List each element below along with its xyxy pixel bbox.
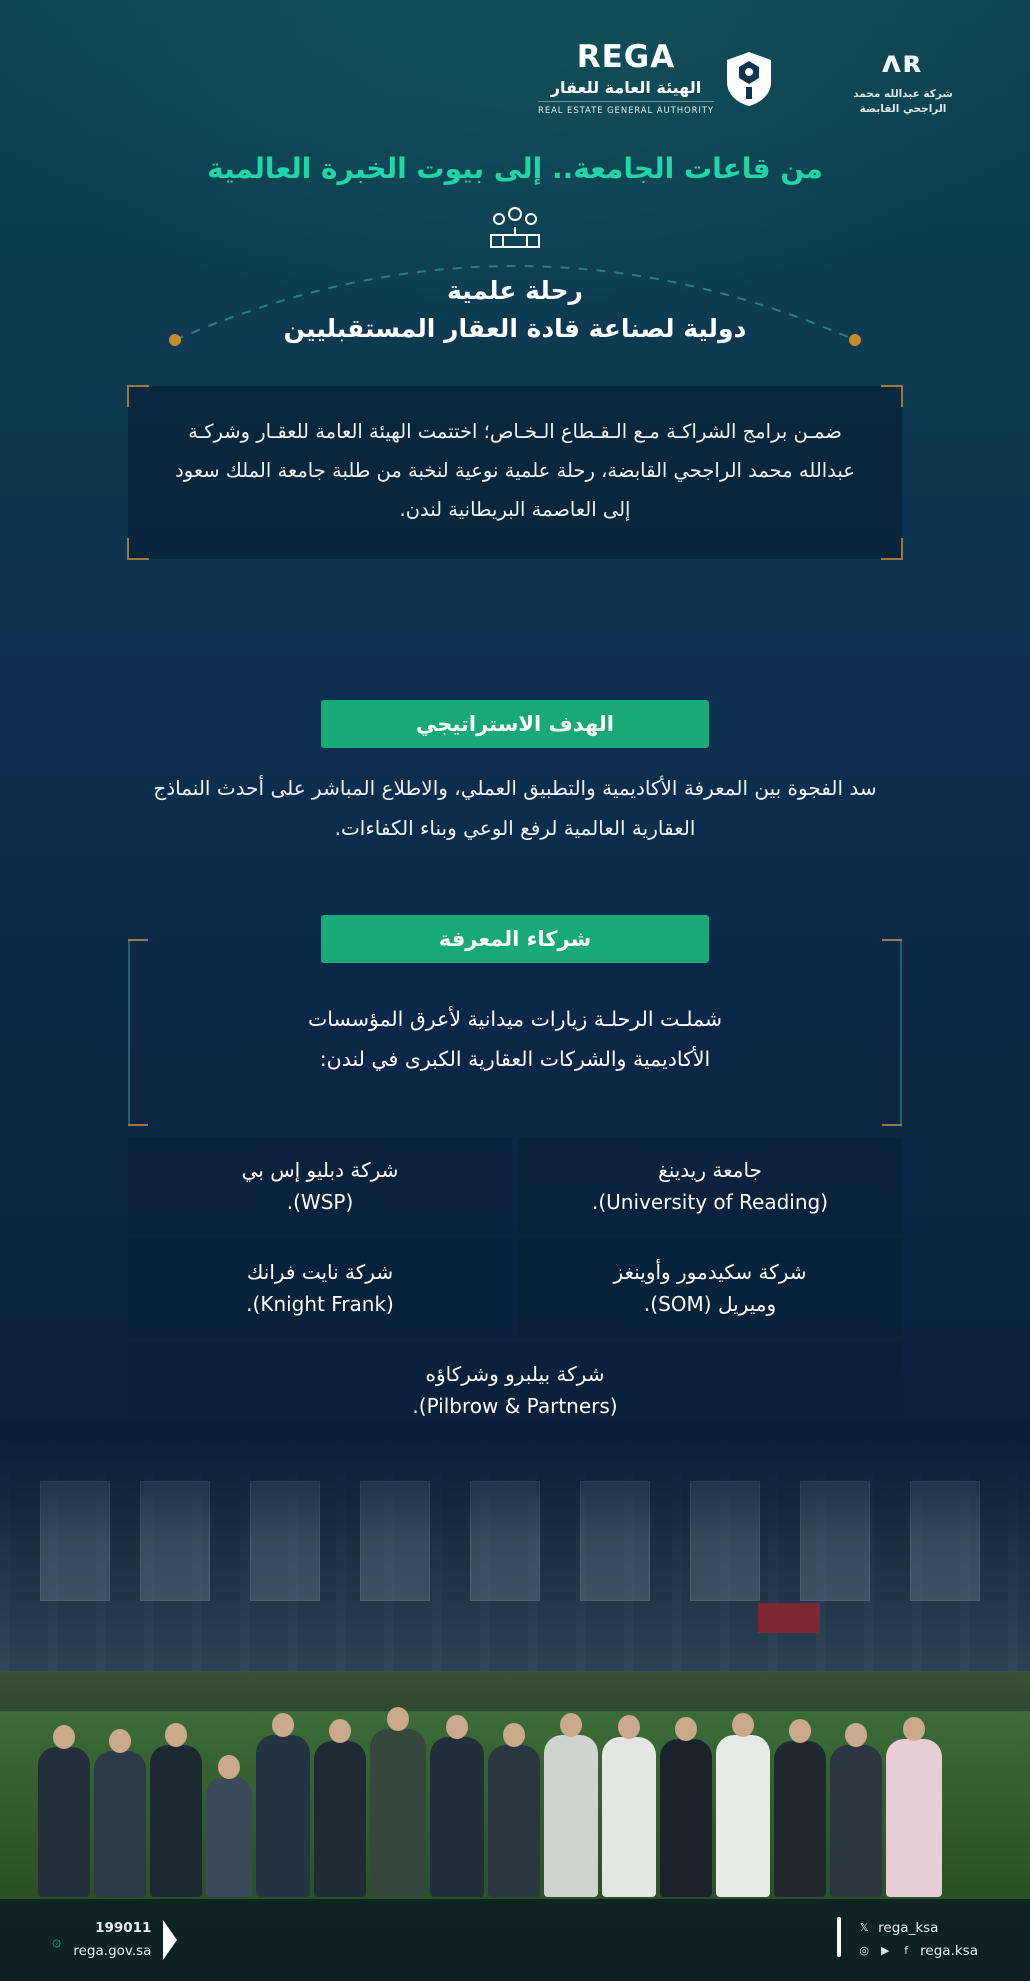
photo-person bbox=[206, 1777, 252, 1897]
partner-name-en: (Knight Frank). bbox=[246, 1292, 394, 1316]
photo-person bbox=[660, 1739, 712, 1897]
partner-name-ar: شركة سكيدمور وأوينغز bbox=[613, 1260, 807, 1284]
partners-corner-top-right bbox=[882, 939, 902, 941]
subtitle-line1: رحلة علمية bbox=[447, 276, 583, 305]
photo-person bbox=[830, 1745, 882, 1897]
rega-logo bbox=[538, 39, 772, 116]
partners-corner-bottom-right bbox=[882, 1124, 902, 1126]
photo-person bbox=[544, 1735, 598, 1897]
partners-intro-text bbox=[140, 1000, 890, 1080]
strategic-goal-text: سد الفجوة بين المعرفة الأكاديمية والتطبيق العملي، والاطلاع المباشر على أحدث النماذج العقارية العالمية لرفع الوعي وبناء الكفاءات. bbox=[153, 776, 877, 840]
corner-bracket-bottom-left bbox=[127, 538, 149, 560]
intro-paragraph-text: ضمـن برامج الشراكـة مـع الـقـطاع الـخـاص؛ اختتمت الهيئة العامة للعقـار وشركـة عبدالله محمد الراجحي القابضة، رحلة علمية نوعية لنخبة من طلبة جامعة الملك سعود إلى العاصمة البريطانية لندن. bbox=[175, 420, 855, 521]
partners-corner-top-left bbox=[128, 939, 148, 941]
youtube-icon: ▶ bbox=[880, 1944, 890, 1958]
al-rajhi-logo-name-line1: شركة عبدالله محمد bbox=[853, 88, 953, 100]
footer-contact bbox=[52, 1917, 177, 1963]
photo-person-head bbox=[272, 1713, 294, 1737]
people-group-icon bbox=[485, 205, 545, 253]
photo-person-head bbox=[165, 1723, 187, 1747]
rega-logo-en-bottom: REAL ESTATE GENERAL AUTHORITY bbox=[538, 106, 714, 116]
partner-name-ar: شركة دبليو إس بي bbox=[241, 1158, 399, 1182]
partner-card bbox=[128, 1138, 512, 1234]
photo-person-head bbox=[789, 1719, 811, 1743]
strategic-goal-heading: الهدف الاستراتيجي bbox=[321, 700, 709, 748]
partner-card bbox=[128, 1240, 512, 1336]
footer-handle-others: rega.ksa bbox=[920, 1943, 978, 1959]
facebook-icon: f bbox=[904, 1944, 909, 1958]
photo-red-sign bbox=[758, 1603, 820, 1633]
knowledge-partners-heading: شركاء المعرفة bbox=[321, 915, 709, 963]
footer-social-row-x[interactable] bbox=[857, 1917, 978, 1940]
footer-phone[interactable]: 199011 bbox=[95, 1920, 152, 1937]
rega-emblem-icon bbox=[726, 51, 772, 107]
partner-name-ar: شركة نايت فرانك bbox=[246, 1260, 394, 1284]
photo-person bbox=[370, 1729, 426, 1897]
corner-bracket-bottom-right bbox=[881, 538, 903, 560]
photo-person bbox=[150, 1745, 202, 1897]
photo-person bbox=[38, 1747, 90, 1897]
photo-person-head bbox=[329, 1719, 351, 1743]
photo-person-head bbox=[53, 1725, 75, 1749]
footer bbox=[0, 1899, 1030, 1981]
photo-person bbox=[430, 1737, 484, 1897]
al-rajhi-logo bbox=[828, 45, 978, 117]
page-title: من قاعات الجامعة.. إلى بيوت الخبرة العالمية bbox=[207, 152, 823, 185]
photo-person-head bbox=[618, 1715, 640, 1739]
photo-person-head bbox=[446, 1715, 468, 1739]
rega-logo-arabic: الهيئة العامة للعقار bbox=[550, 78, 702, 97]
photo-person-head bbox=[560, 1713, 582, 1737]
footer-website[interactable]: rega.gov.sa bbox=[73, 1943, 152, 1959]
footer-social-row-others[interactable] bbox=[857, 1940, 978, 1963]
photo-person bbox=[716, 1735, 770, 1897]
partners-intro-line2: الأكاديمية والشركات العقارية الكبرى في لندن: bbox=[319, 1046, 711, 1071]
photo-top-gradient bbox=[0, 1421, 1030, 1541]
photo-person bbox=[256, 1735, 310, 1897]
corner-bracket-top-left bbox=[127, 385, 149, 407]
partners-intro-line1: شملـت الرحلـة زيارات ميدانية لأعرق المؤسسات bbox=[307, 1007, 723, 1031]
footer-handle-x: rega_ksa bbox=[878, 1920, 939, 1937]
partner-card bbox=[518, 1138, 902, 1234]
photo-person-head bbox=[845, 1723, 867, 1747]
intro-paragraph-box bbox=[128, 386, 902, 559]
photo-person bbox=[314, 1741, 366, 1897]
footer-social bbox=[837, 1917, 978, 1963]
rega-logo-en-top: REGA bbox=[576, 39, 676, 75]
footer-right-triangle-icon bbox=[163, 1920, 177, 1960]
al-rajhi-logo-name-line2: الراجحي القابضة bbox=[859, 103, 947, 116]
partner-card bbox=[518, 1240, 902, 1336]
subtitle bbox=[0, 272, 1030, 347]
partners-corner-bottom-left bbox=[128, 1124, 148, 1126]
partners-grid bbox=[128, 1138, 902, 1438]
photo-person-head bbox=[903, 1717, 925, 1741]
photo-person-head bbox=[218, 1755, 240, 1779]
photo-people-group bbox=[28, 1667, 1002, 1897]
saudi-seal-icon: ۞ bbox=[52, 1930, 62, 1950]
photo-person bbox=[774, 1741, 826, 1897]
partner-name-en: (Pilbrow & Partners). bbox=[412, 1394, 618, 1418]
photo-person-head bbox=[732, 1713, 754, 1737]
photo-person-head bbox=[387, 1707, 409, 1731]
partner-name-en: (University of Reading). bbox=[591, 1190, 829, 1214]
footer-left-bar-icon bbox=[837, 1917, 841, 1957]
header bbox=[0, 0, 1030, 140]
partner-name-ar: جامعة ريدينغ bbox=[658, 1158, 762, 1182]
photo-person bbox=[94, 1751, 146, 1897]
photo-person-head bbox=[503, 1723, 525, 1747]
group-photo bbox=[0, 1421, 1030, 1981]
partner-name-en: (WSP). bbox=[286, 1190, 354, 1214]
photo-person bbox=[886, 1739, 942, 1897]
photo-person bbox=[488, 1745, 540, 1897]
rega-logo-divider bbox=[538, 101, 714, 102]
photo-person bbox=[602, 1737, 656, 1897]
corner-bracket-top-right bbox=[881, 385, 903, 407]
photo-person-head bbox=[109, 1729, 131, 1753]
instagram-icon: ◎ bbox=[859, 1944, 869, 1958]
x-twitter-icon: 𝕏 bbox=[859, 1921, 869, 1935]
partner-name-en: وميريل (SOM). bbox=[643, 1292, 777, 1316]
photo-person-head bbox=[675, 1717, 697, 1741]
al-rajhi-logo-mark: ʌʀ bbox=[881, 45, 925, 80]
partner-name-ar: شركة بيلبرو وشركاؤه bbox=[425, 1362, 605, 1386]
subtitle-line2: دولية لصناعة قادة العقار المستقبليين bbox=[283, 313, 747, 343]
